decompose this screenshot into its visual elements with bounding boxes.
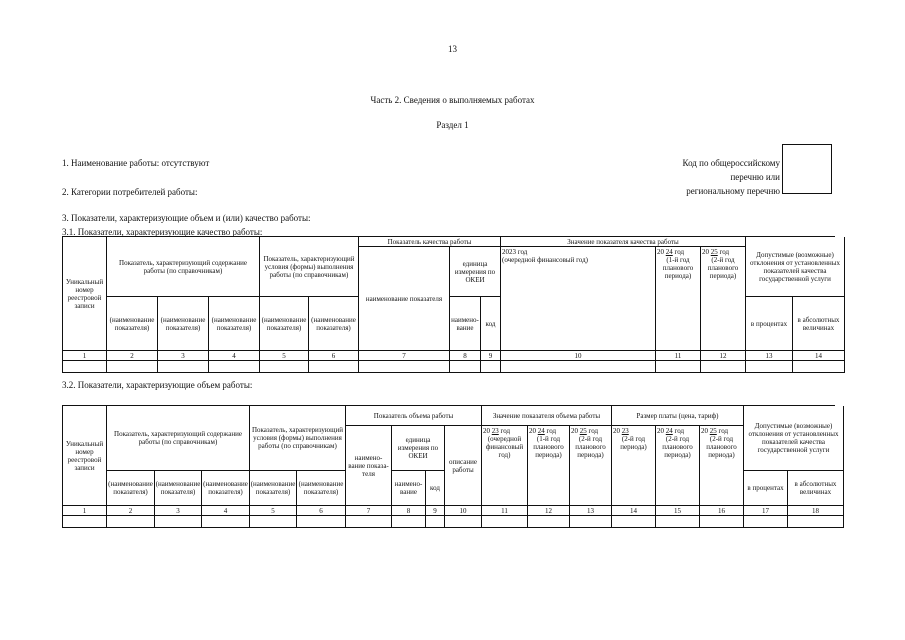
registry-code-label — [630, 156, 780, 198]
table-cell[interactable] — [426, 516, 445, 528]
column-number: 4 — [202, 506, 250, 516]
year-sublabel: (1-й год планового периода) — [662, 256, 694, 280]
code-label-line: Код по общероссийскому — [682, 158, 780, 168]
table-cell[interactable] — [744, 516, 788, 528]
year-word: год — [719, 248, 730, 256]
header-param-name: (наименование показателя) — [209, 297, 260, 351]
column-number: 12 — [528, 506, 570, 516]
column-number: 11 — [656, 351, 701, 361]
header-indicator-name: наименование показателя — [359, 247, 450, 351]
column-number: 3 — [158, 351, 209, 361]
table-cell[interactable] — [63, 361, 107, 373]
year-sublabel: (2-й год планового периода) — [707, 256, 739, 280]
header-price: Размер платы (цена, тариф) — [612, 406, 744, 426]
year-suffix: 25 — [710, 248, 718, 256]
header-volume-year-plan-2 — [570, 426, 612, 506]
year-sublabel: (1-й год планового периода) — [533, 435, 564, 459]
column-number: 1 — [63, 506, 107, 516]
column-number: 7 — [346, 506, 392, 516]
column-number: 5 — [260, 351, 309, 361]
table-cell[interactable] — [63, 516, 107, 528]
year-word: год — [718, 427, 729, 435]
table-cell[interactable] — [392, 516, 426, 528]
header-deviation: Допустимые (возможные) отклонения от установленных показателей качества государственной услуги — [746, 237, 845, 297]
column-number: 18 — [788, 506, 844, 516]
quality-heading: 3.1. Показатели, характеризующие качество работы: — [62, 227, 263, 237]
column-number: 8 — [450, 351, 481, 361]
header-quality-value: Значение показателя качества работы — [501, 237, 746, 247]
year-suffix: 23 — [621, 427, 629, 435]
header-param-name: (наименование показателя) — [309, 297, 359, 351]
header-param-name: (наименование показателя) — [158, 297, 209, 351]
table-cell[interactable] — [700, 516, 744, 528]
table-cell[interactable] — [656, 516, 700, 528]
table-cell[interactable] — [309, 361, 359, 373]
consumer-category: 2. Категории потребителей работы: — [62, 187, 198, 197]
year-word: год — [674, 248, 685, 256]
header-volume-indicator: Показатель объема работы — [346, 406, 482, 426]
header-quality-indicator: Показатель качества работы — [359, 237, 501, 247]
table-cell[interactable] — [570, 516, 612, 528]
header-price-year-1 — [612, 426, 656, 506]
table-cell[interactable] — [656, 361, 701, 373]
table-cell[interactable] — [793, 361, 845, 373]
year-prefix: 20 — [657, 427, 664, 435]
year-prefix: 20 — [613, 427, 620, 435]
year-label — [571, 427, 598, 435]
header-volume-year-plan-1 — [528, 426, 570, 506]
header-param-name: (наименование показателя) — [250, 471, 297, 506]
header-unit-name: наимено-вание — [450, 297, 481, 351]
registry-code-box — [782, 144, 832, 194]
header-indicator-name: наимено-вание показа-теля — [346, 426, 392, 506]
year-prefix: 20 — [702, 248, 709, 256]
table-cell[interactable] — [155, 516, 202, 528]
header-param-name: (наименование показателя) — [260, 297, 309, 351]
year-sublabel: (очередной финансовый год) — [502, 256, 588, 264]
year-word: год — [500, 427, 511, 435]
column-number: 9 — [426, 506, 445, 516]
header-deviation-absolute: в абсолютных величинах — [788, 471, 844, 506]
header-price-year-2 — [656, 426, 700, 506]
code-label-line: региональному перечню — [686, 186, 780, 196]
year-suffix: 23 — [491, 427, 499, 435]
year-sublabel: (2-й год планового периода) — [662, 435, 693, 459]
year-label — [657, 427, 684, 435]
column-number: 2 — [107, 351, 158, 361]
header-unit: единица измерения по ОКЕИ — [450, 247, 501, 297]
header-year-current — [501, 247, 656, 351]
column-number: 7 — [359, 351, 450, 361]
table-cell[interactable] — [107, 516, 155, 528]
year-suffix: 24 — [665, 427, 673, 435]
year-label — [701, 427, 728, 435]
column-number: 6 — [297, 506, 346, 516]
year-suffix: 25 — [709, 427, 717, 435]
header-content-indicator: Показатель, характеризующий содержание работы (по справочникам) — [107, 406, 250, 471]
table-cell[interactable] — [445, 516, 482, 528]
work-name: 1. Наименование работы: отсутствуют — [62, 158, 210, 168]
table-cell[interactable] — [250, 516, 297, 528]
year-prefix: 20 — [657, 248, 664, 256]
header-year-plan-2 — [701, 247, 746, 351]
year-sublabel: (2-й год периода) — [620, 435, 647, 451]
table-cell[interactable] — [612, 516, 656, 528]
column-number: 11 — [482, 506, 528, 516]
column-number: 8 — [392, 506, 426, 516]
table-cell[interactable] — [481, 361, 501, 373]
year-sublabel: (2-й год планового периода) — [575, 435, 606, 459]
year-word: год — [674, 427, 685, 435]
table-cell[interactable] — [297, 516, 346, 528]
header-unit-code: код — [426, 471, 445, 506]
year-word: год — [588, 427, 599, 435]
year-label — [657, 248, 684, 256]
column-number: 16 — [700, 506, 744, 516]
table-cell[interactable] — [346, 516, 392, 528]
year-suffix: 25 — [579, 427, 587, 435]
table-cell[interactable] — [260, 361, 309, 373]
table-cell[interactable] — [202, 516, 250, 528]
header-param-name: (наименование показателя) — [297, 471, 346, 506]
header-deviation-percent: в процентах — [744, 471, 788, 506]
table-cell[interactable] — [501, 361, 656, 373]
header-deviation-percent: в процентах — [746, 297, 793, 351]
header-param-name: (наименование показателя) — [202, 471, 250, 506]
section-title: Раздел 1 — [436, 120, 469, 130]
column-number: 15 — [656, 506, 700, 516]
column-number: 17 — [744, 506, 788, 516]
quality-table — [62, 236, 840, 373]
table-cell[interactable] — [158, 361, 209, 373]
year-label — [483, 427, 510, 435]
column-number: 12 — [701, 351, 746, 361]
year-suffix: 24 — [665, 248, 673, 256]
year-label — [613, 427, 629, 435]
header-conditions-indicator: Показатель, характеризующий условия (формы) выполнения работы (по справочникам) — [260, 237, 359, 297]
year-label: 2023 год — [502, 248, 528, 256]
part-title: Часть 2. Сведения о выполняемых работах — [370, 95, 535, 105]
volume-heading: 3.2. Показатели, характеризующие объем работы: — [62, 380, 253, 390]
table-cell[interactable] — [209, 361, 260, 373]
header-deviation: Допустимые (возможные) отклонения от установленных показателей качества государственной услуги — [744, 406, 844, 471]
column-number: 9 — [481, 351, 501, 361]
year-prefix: 20 — [701, 427, 708, 435]
header-conditions-indicator: Показатель, характеризующий условия (формы) выполнения работы (по справочникам) — [250, 406, 346, 471]
table-cell[interactable] — [788, 516, 844, 528]
year-suffix: 24 — [537, 427, 545, 435]
column-number: 5 — [250, 506, 297, 516]
year-prefix: 20 — [571, 427, 578, 435]
table-cell[interactable] — [359, 361, 450, 373]
column-number: 3 — [155, 506, 202, 516]
column-number: 4 — [209, 351, 260, 361]
year-word: год — [546, 427, 557, 435]
header-param-name: (наименование показателя) — [155, 471, 202, 506]
header-price-year-3 — [700, 426, 744, 506]
column-number: 14 — [612, 506, 656, 516]
header-unit: единица измерения по ОКЕИ — [392, 426, 445, 471]
column-number: 13 — [570, 506, 612, 516]
header-unique-number: Уникальный номер реестровой записи — [63, 237, 107, 351]
column-number: 13 — [746, 351, 793, 361]
header-param-name: (наименование показателя) — [107, 297, 158, 351]
year-prefix: 20 — [483, 427, 490, 435]
header-content-indicator: Показатель, характеризующий содержание работы (по справочникам) — [107, 237, 260, 297]
year-sublabel: (2-й год планового периода) — [706, 435, 737, 459]
column-number: 1 — [63, 351, 107, 361]
volume-table — [62, 405, 839, 528]
column-number: 14 — [793, 351, 845, 361]
page-number: 13 — [448, 44, 457, 54]
table-cell[interactable] — [482, 516, 528, 528]
column-number: 10 — [445, 506, 482, 516]
year-label — [529, 427, 556, 435]
header-unit-code: код — [481, 297, 501, 351]
table-cell[interactable] — [746, 361, 793, 373]
table-cell[interactable] — [107, 361, 158, 373]
header-deviation-absolute: в абсолютных величинах — [793, 297, 845, 351]
header-work-description: описание работы — [445, 426, 482, 506]
table-cell[interactable] — [701, 361, 746, 373]
column-number: 2 — [107, 506, 155, 516]
indicators-heading: 3. Показатели, характеризующие объем и (или) качество работы: — [62, 213, 311, 223]
table-cell[interactable] — [450, 361, 481, 373]
column-number: 10 — [501, 351, 656, 361]
header-param-name: (наименование показателя) — [107, 471, 155, 506]
header-unit-name: наимено-вание — [392, 471, 426, 506]
year-label — [702, 248, 729, 256]
header-volume-value: Значение показателя объема работы — [482, 406, 612, 426]
column-number: 6 — [309, 351, 359, 361]
header-unique-number: Уникальный номер реестровой записи — [63, 406, 107, 506]
header-volume-year-current — [482, 426, 528, 506]
header-year-plan-1 — [656, 247, 701, 351]
table-cell[interactable] — [528, 516, 570, 528]
year-sublabel: (очередной финансовый год) — [485, 435, 524, 459]
code-label-line: перечню или — [730, 172, 780, 182]
year-prefix: 20 — [529, 427, 536, 435]
